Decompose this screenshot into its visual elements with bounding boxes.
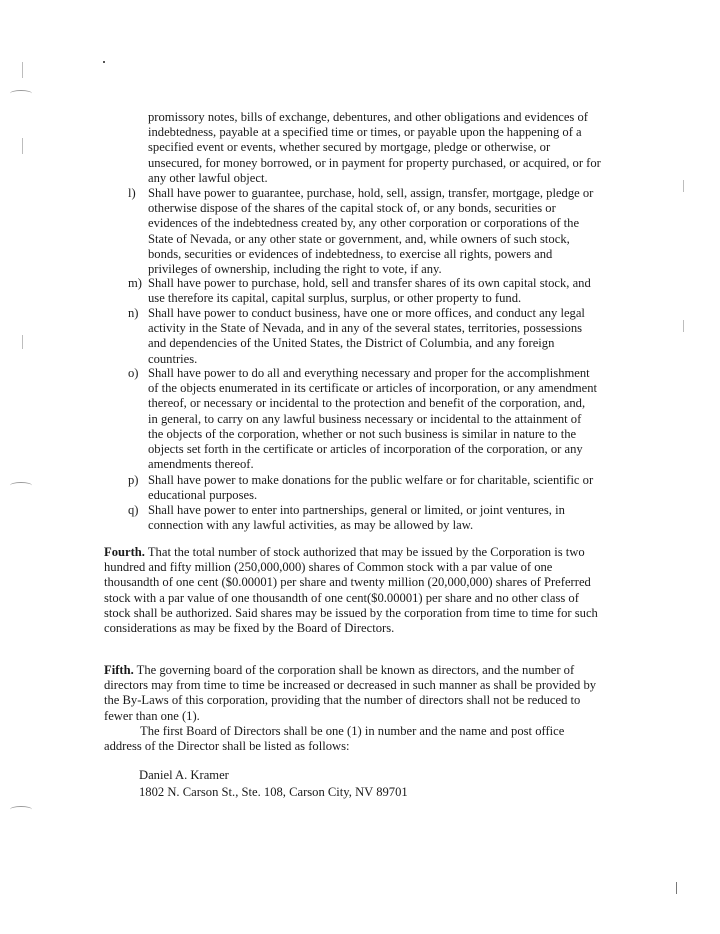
list-marker: q) <box>128 503 139 517</box>
continuation-paragraph: promissory notes, bills of exchange, debentures, and other obligations and evidences of indebtedness, payable at a specified time or times, or payable upon the happening of a specified event or events, whether secured by mortgage, pledge or otherwise, or unsecured, for money borrowed, or in payment for property purchased, or acquired, or for any other lawful object. <box>148 110 601 185</box>
director-address: 1802 N. Carson St., Ste. 108, Carson City, NV 89701 <box>139 785 408 799</box>
list-item-text: Shall have power to enter into partnerships, general or limited, or joint ventures, in connection with any lawful activities, as may be allowed by law. <box>148 503 565 533</box>
list-item-text: Shall have power to purchase, hold, sell and transfer shares of its own capital stock, and use therefore its capital, capital surplus, surplus, or other property to fund. <box>148 276 591 306</box>
list-item <box>128 186 598 277</box>
scan-artifact <box>10 482 32 489</box>
scan-artifact <box>10 806 32 813</box>
list-item <box>128 306 598 367</box>
scan-artifact <box>683 180 684 192</box>
list-item-text: Shall have power to do all and everything necessary and proper for the accomplishment of the objects enumerated in its certificate or articles of incorporation, or any amendment thereof, or necessary or incidental to the protection and benefit of the corporation, and, in general, to carry on any lawful business necessary or incidental to the attainment of the objects of the corporation, whether or not such business is similar in nature to the objects set forth in the certificate or articles of incorporation of the corporation, or any amendments thereof. <box>148 366 598 472</box>
list-item-text: Shall have power to guarantee, purchase, hold, sell, assign, transfer, mortgage, pledge or otherwise dispose of the shares of the capital stock of, or any bonds, securities or evidences of the indebtedness created by, any other corporation or corporations of the State of Nevada, or any other state or government, and, while owners of such stock, bonds, securities or evidences of indebtedness, to exercise all rights, powers and privileges of ownership, including the right to vote, if any. <box>148 186 594 277</box>
scan-artifact <box>10 90 32 97</box>
article-fifth-second-paragraph: The first Board of Directors shall be one (1) in number and the name and post office address of the Director shall be listed as follows: <box>104 724 565 754</box>
list-item <box>128 503 598 533</box>
scan-artifact <box>683 320 684 332</box>
list-item-text: Shall have power to conduct business, have one or more offices, and conduct any legal activity in the State of Nevada, and in any of the several states, territories, possessions and dependencies of the United States, the District of Columbia, and any foreign countries. <box>148 306 585 366</box>
list-marker: o) <box>128 366 139 380</box>
article-fourth <box>104 545 604 636</box>
article-text: The governing board of the corporation shall be known as directors, and the number of directors may from time to time be increased or decreased in such manner as shall be provided by the By-Laws of this corporation, providing that the number of directors shall not be reduced to fewer than one (1). <box>104 663 597 723</box>
list-marker: p) <box>128 473 139 487</box>
list-item <box>128 276 598 306</box>
scan-artifact <box>103 61 105 63</box>
scan-artifact <box>22 62 23 78</box>
article-heading: Fifth. <box>104 663 134 677</box>
scan-artifact <box>22 335 23 349</box>
list-marker: n) <box>128 306 139 320</box>
article-heading: Fourth. <box>104 545 145 559</box>
scan-artifact <box>22 138 23 154</box>
director-name: Daniel A. Kramer <box>139 768 229 782</box>
scan-artifact <box>676 882 677 894</box>
list-item <box>128 473 598 503</box>
article-text: That the total number of stock authorized that may be issued by the Corporation is two hundred and fifty million (250,000,000) shares of Common stock with a par value of one thousandth of one cent ($0.00001) per share and twenty million (20,000,000) shares of Preferred stock with a par value of one thousandth of one cent($0.00001) per share and no other class of stock shall be authorized. Said shares may be issued by the corporation from time to time for such considerations as may be fixed by the Board of Directors. <box>104 545 598 636</box>
article-fifth <box>104 663 604 724</box>
list-item-text: Shall have power to make donations for the public welfare or for charitable, scientific or educational purposes. <box>148 473 594 503</box>
list-item <box>128 366 598 472</box>
list-marker: m) <box>128 276 142 290</box>
list-marker: l) <box>128 186 136 200</box>
